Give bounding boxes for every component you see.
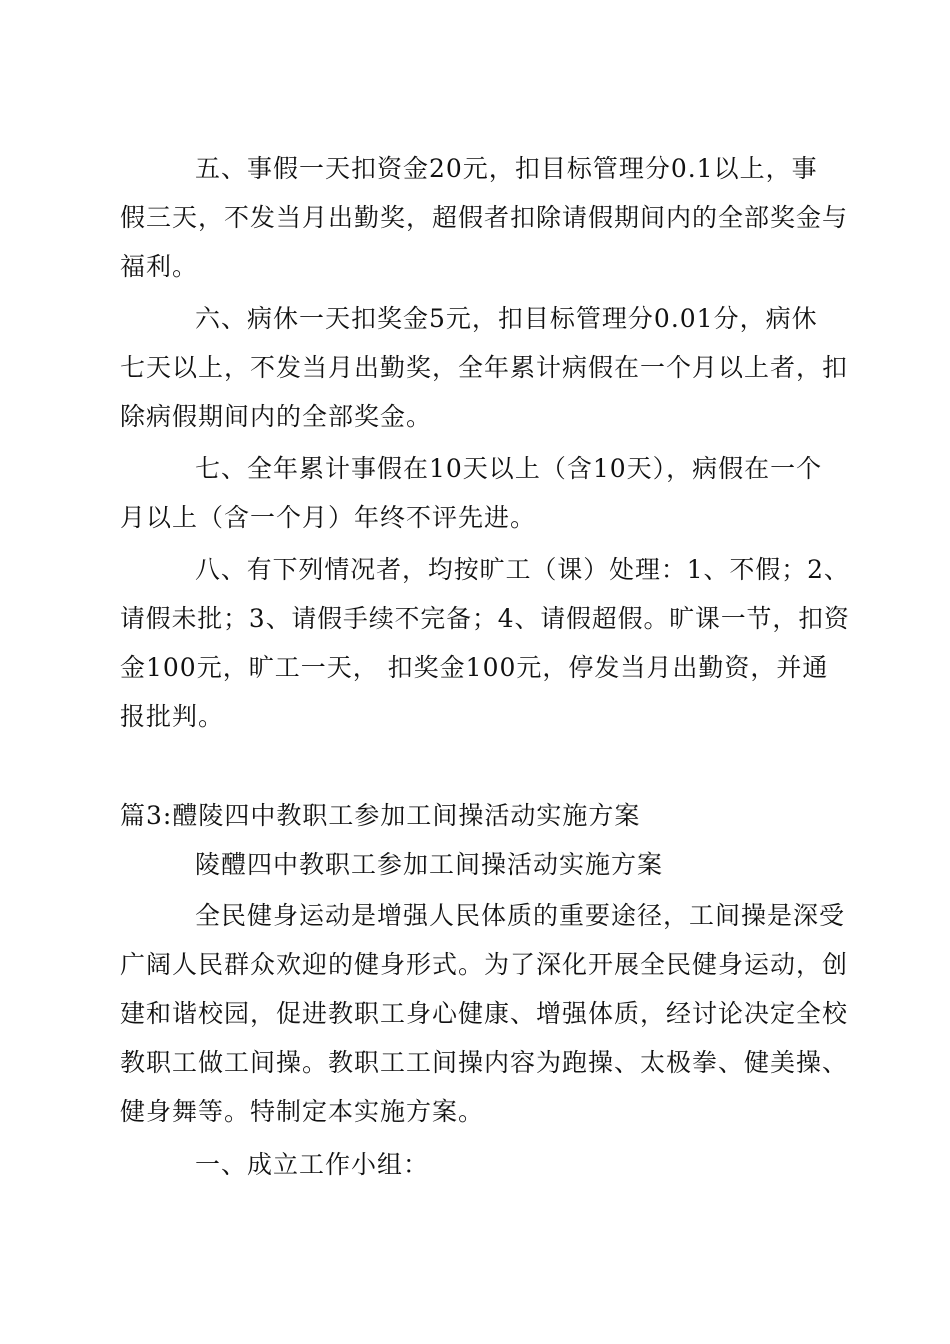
clause-five-line-1: 五、事假一天扣资金20元，扣目标管理分0.1以上，事	[195, 154, 818, 183]
clause-five-line-2: 假三天，不发当月出勤奖，超假者扣除请假期间内的全部奖金与	[120, 203, 849, 232]
clause-five-line-3: 福利。	[120, 252, 199, 281]
clause-six-line-1: 六、病休一天扣奖金5元，扣目标管理分0.01分，病休	[195, 304, 818, 333]
chapter-heading: 篇3:醴陵四中教职工参加工间操活动实施方案	[120, 801, 641, 830]
clause-six-line-3: 除病假期间内的全部奖金。	[120, 402, 433, 431]
clause-eight-line-2: 请假未批；3、请假手续不完备；4、请假超假。旷课一节，扣资	[120, 604, 850, 633]
section-one-heading: 一、成立工作小组：	[195, 1150, 430, 1179]
clause-six-line-2: 七天以上，不发当月出勤奖，全年累计病假在一个月以上者，扣	[120, 353, 849, 382]
clause-eight-line-4: 报批判。	[120, 702, 225, 731]
intro-line-5: 健身舞等。特制定本实施方案。	[120, 1097, 485, 1126]
intro-line-2: 广阔人民群众欢迎的健身形式。为了深化开展全民健身运动，创	[120, 950, 849, 979]
clause-seven-line-1: 七、全年累计事假在10天以上（含10天），病假在一个	[195, 454, 823, 483]
clause-seven-line-2: 月以上（含一个月）年终不评先进。	[120, 503, 537, 532]
clause-eight-line-3: 金100元，旷工一天， 扣奖金100元，停发当月出勤资，并通	[120, 653, 829, 682]
intro-line-1: 全民健身运动是增强人民体质的重要途径，工间操是深受	[195, 901, 846, 930]
intro-line-3: 建和谐校园，促进教职工身心健康、增强体质，经讨论决定全校	[120, 999, 849, 1028]
document-title: 陵醴四中教职工参加工间操活动实施方案	[195, 850, 664, 879]
clause-eight-line-1: 八、有下列情况者，均按旷工（课）处理：1、不假；2、	[195, 555, 850, 584]
intro-line-4: 教职工做工间操。教职工工间操内容为跑操、太极拳、健美操、	[120, 1048, 849, 1077]
